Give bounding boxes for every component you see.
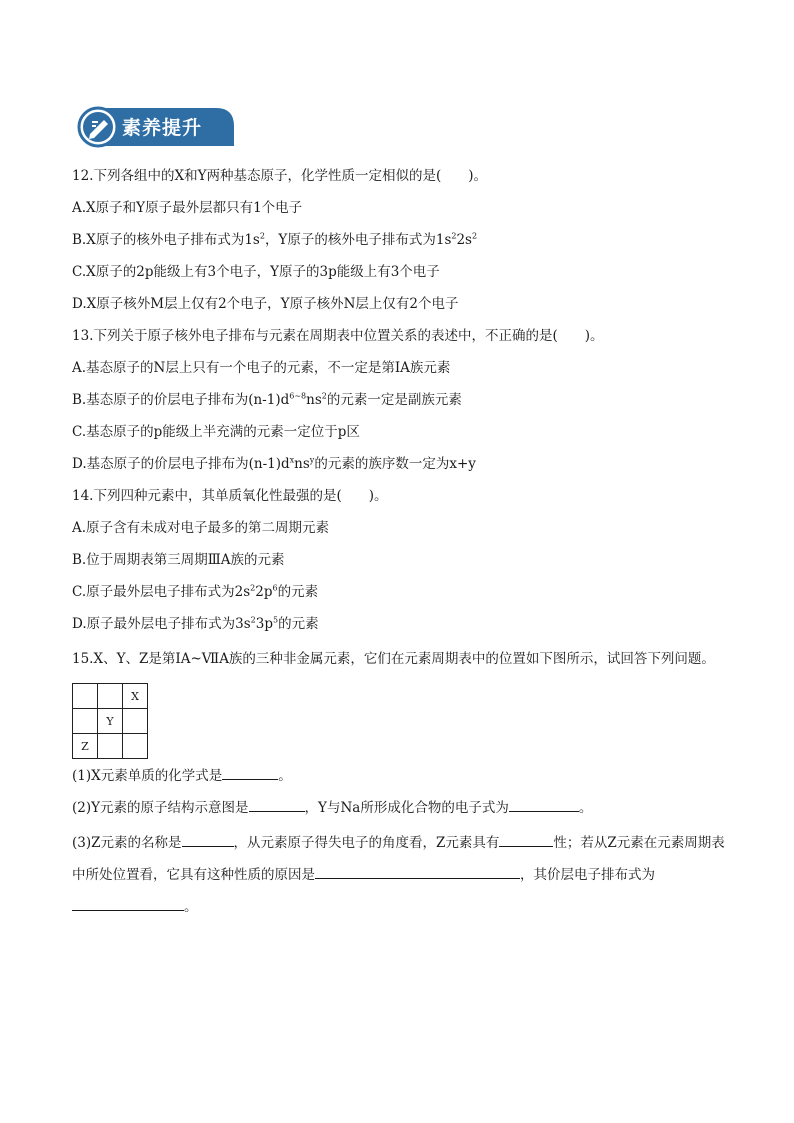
answer-blank[interactable] [182,832,234,847]
q15-part-2: (2)Y元素的原子结构示意图是 ，Y与Na所形成化合物的电子式为 。 [72,795,732,827]
answer-blank[interactable] [72,896,184,911]
q12-option-a: A.X原子和Y原子最外层都只有1个电子 [72,200,303,216]
q12-option-c: C.X原子的2p能级上有3个电子，Y原子的3p能级上有3个电子 [72,264,440,280]
periodic-position-grid [72,683,148,759]
answer-blank[interactable] [315,864,520,879]
grid-cell [123,709,148,734]
grid-cell [98,734,123,759]
grid-row [73,734,148,759]
q12-option-d: D.X原子核外M层上仅有2个电子，Y原子核外N层上仅有2个电子 [72,296,459,312]
grid-cell [123,734,148,759]
q15-part-1: (1)X元素单质的化学式是 。 [72,763,732,795]
answer-blank[interactable] [249,797,305,812]
question-content [72,163,732,923]
q15-stem: 15.X、Y、Z是第ⅠA~ⅦA族的三种非金属元素，它们在元素周期表中的位置如下图所示，试回答下列问题。 [72,651,715,667]
section-banner [76,104,236,150]
q14-option-d: D.原子最外层电子排布式为$3s^23p^5$的元素 [72,615,319,632]
banner-title: 素养提升 [122,117,203,139]
q12-option-b: B.X原子的核外电子排布式为$1s^2$，Y原子的核外电子排布式为$1s^22s^2$ [72,231,478,248]
q14-option-c: C.原子最外层电子排布式为$2s^22p^6$的元素 [72,583,319,600]
q12-stem: 12.下列各组中的X和Y两种基态原子，化学性质一定相似的是( )。 [72,168,488,184]
q13-option-a: A.基态原子的N层上只有一个电子的元素，不一定是第ⅠA族元素 [72,360,451,376]
grid-cell [73,709,98,734]
pencil-book-icon [84,112,114,142]
answer-blank[interactable] [509,797,579,812]
grid-row [73,709,148,734]
q13-option-d: D.基态原子的价层电子排布为$(n-1)d^xns^y$的元素的族序数一定为x+y [72,455,476,472]
answer-blank[interactable] [499,832,553,847]
grid-cell: X [123,684,148,709]
grid-cell: Z [73,734,98,759]
q14-option-b: B.位于周期表第三周期ⅢA族的元素 [72,552,285,568]
q13-stem: 13.下列关于原子核外电子排布与元素在周期表中位置关系的表述中，不正确的是( )。 [72,328,604,344]
grid-cell: Y [98,709,123,734]
answer-blank[interactable] [222,765,278,780]
q15-part-3: (3)Z元素的名称是 ，从元素原子得失电子的角度看，Z元素具有 性；若从Z元素在元素周期表中所处位置看，它具有这种性质的原因是 ，其价层电子排布式为。 [72,827,732,923]
q13-option-b: B.基态原子的价层电子排布为$(n-1)d^{6\sim 8}ns^2$的元素一定是副族元素 [72,391,462,408]
q14-stem: 14.下列四种元素中，其单质氧化性最强的是( )。 [72,488,388,504]
q13-option-c: C.基态原子的p能级上半充满的元素一定位于p区 [72,424,360,440]
q14-option-a: A.原子含有未成对电子最多的第二周期元素 [72,520,330,536]
grid-row [73,684,148,709]
grid-cell [73,684,98,709]
grid-cell [98,684,123,709]
